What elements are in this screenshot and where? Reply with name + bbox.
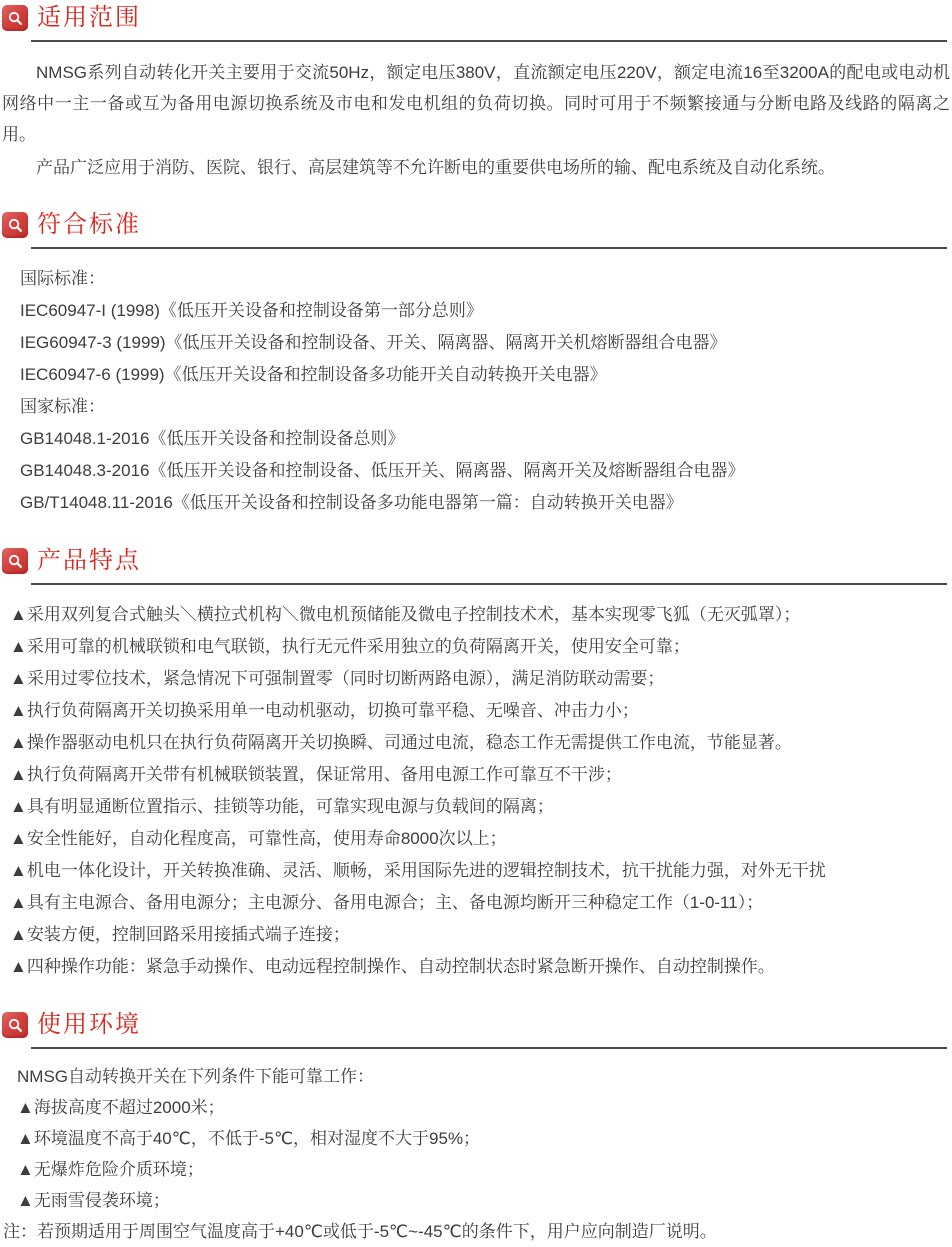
section-features-header [0,546,952,576]
environment-item: ▲无雨雪侵袭环境； [17,1191,170,1210]
section-scope-header [0,3,952,33]
section-divider [31,1047,947,1049]
section-environment [0,1010,952,1247]
standard-line: 国家标准： [20,397,105,416]
section-environment-header [0,1010,952,1040]
environment-list [0,1061,952,1247]
section-title: 使用环境 [37,1011,141,1038]
section-features [0,546,952,983]
standard-line: GB/T14048.11-2016《低压开关设备和控制设备多功能电器第一篇：自动转换开关电器》 [20,493,683,512]
section-divider [31,583,947,585]
environment-item: ▲海拔高度不超过2000米； [17,1098,225,1117]
feature-item: ▲采用过零位技术，紧急情况下可强制置零（同时切断两路电源），满足消防联动需要； [10,669,665,688]
section-standards-header [0,210,952,240]
features-list [0,599,952,983]
feature-item: ▲采用可靠的机械联锁和电气联锁，执行无元件采用独立的负荷隔离开关，使用安全可靠； [10,637,690,656]
section-title: 符合标准 [37,211,141,238]
standard-line: GB14048.3-2016《低压开关设备和控制设备、低压开关、隔离器、隔离开关及熔断器组合电器》 [20,461,745,480]
environment-intro: NMSG自动转换开关在下列条件下能可靠工作： [17,1067,374,1086]
paragraph: 产品广泛应用于消防、医院、银行、高层建筑等不允许断电的重要供电场所的输、配电系统及自动化系统。 [36,158,835,177]
magnifier-icon [2,5,28,31]
section-scope-body [0,57,952,183]
feature-item: ▲安装方便，控制回路采用接插式端子连接； [10,925,350,944]
section-divider [31,40,947,42]
section-standards [0,210,952,519]
feature-item: ▲具有明显通断位置指示、挂锁等功能，可靠实现电源与负载间的隔离； [10,797,554,816]
feature-item: ▲具有主电源合、备用电源分；主电源分、备用电源合；主、备电源均断开三种稳定工作（1-0-11）； [10,893,764,912]
environment-item: ▲环境温度不高于40℃，不低于-5℃，相对湿度不大于95%； [17,1129,481,1148]
standard-line: 国际标准： [20,269,105,288]
feature-item: ▲机电一体化设计，开关转换准确、灵活、顺畅，采用国际先进的逻辑控制技术，抗干扰能力强，对外无干扰 [10,861,826,880]
environment-note: 注：若预期适用于周围空气温度高于+40℃或低于-5℃~-45℃的条件下，用户应向制造厂说明。 [3,1222,717,1241]
standard-line: IEC60947-6 (1999)《低压开关设备和控制设备多功能开关自动转换开关电器》 [20,365,607,384]
magnifier-icon [2,212,28,238]
magnifier-icon [2,1012,28,1038]
feature-item: ▲采用双列复合式触头＼横拉式机构＼微电机预储能及微电子控制技术术，基本实现零飞狐（无灭弧罩）； [10,605,801,624]
standard-line: GB14048.1-2016《低压开关设备和控制设备总则》 [20,429,405,448]
feature-item: ▲操作器驱动电机只在执行负荷隔离开关切换瞬、司通过电流，稳态工作无需提供工作电流，节能显著。 [10,733,792,752]
feature-item: ▲执行负荷隔离开关切换采用单一电动机驱动，切换可靠平稳、无噪音、冲击力小； [10,701,639,720]
section-divider [31,247,947,249]
feature-item: ▲安全性能好，自动化程度高，可靠性高，使用寿命8000次以上； [10,829,507,848]
paragraph: NMSG系列自动转化开关主要用于交流50Hz，额定电压380V，直流额定电压220V，额定电流16至3200A的配电或电动机网络中一主一备或互为备用电源切换系统及市电和发电机组的负荷切换。同时可用于不频繁接通与分断电路及线路的隔离之用。 [2,63,950,144]
section-title: 适用范围 [37,4,141,31]
section-scope [0,3,952,183]
standard-line: IEC60947-I (1998)《低压开关设备和控制设备第一部分总则》 [20,301,483,320]
feature-item: ▲执行负荷隔离开关带有机械联锁装置，保证常用、备用电源工作可靠互不干涉； [10,765,622,784]
standards-list [0,263,952,519]
feature-item: ▲四种操作功能：紧急手动操作、电动远程控制操作、自动控制状态时紧急断开操作、自动控制操作。 [10,957,775,976]
standard-line: IEG60947-3 (1999)《低压开关设备和控制设备、开关、隔离器、隔离开关机熔断器组合电器》 [20,333,727,352]
magnifier-icon [2,548,28,574]
environment-item: ▲无爆炸危险介质环境； [17,1160,204,1179]
section-title: 产品特点 [37,547,141,574]
